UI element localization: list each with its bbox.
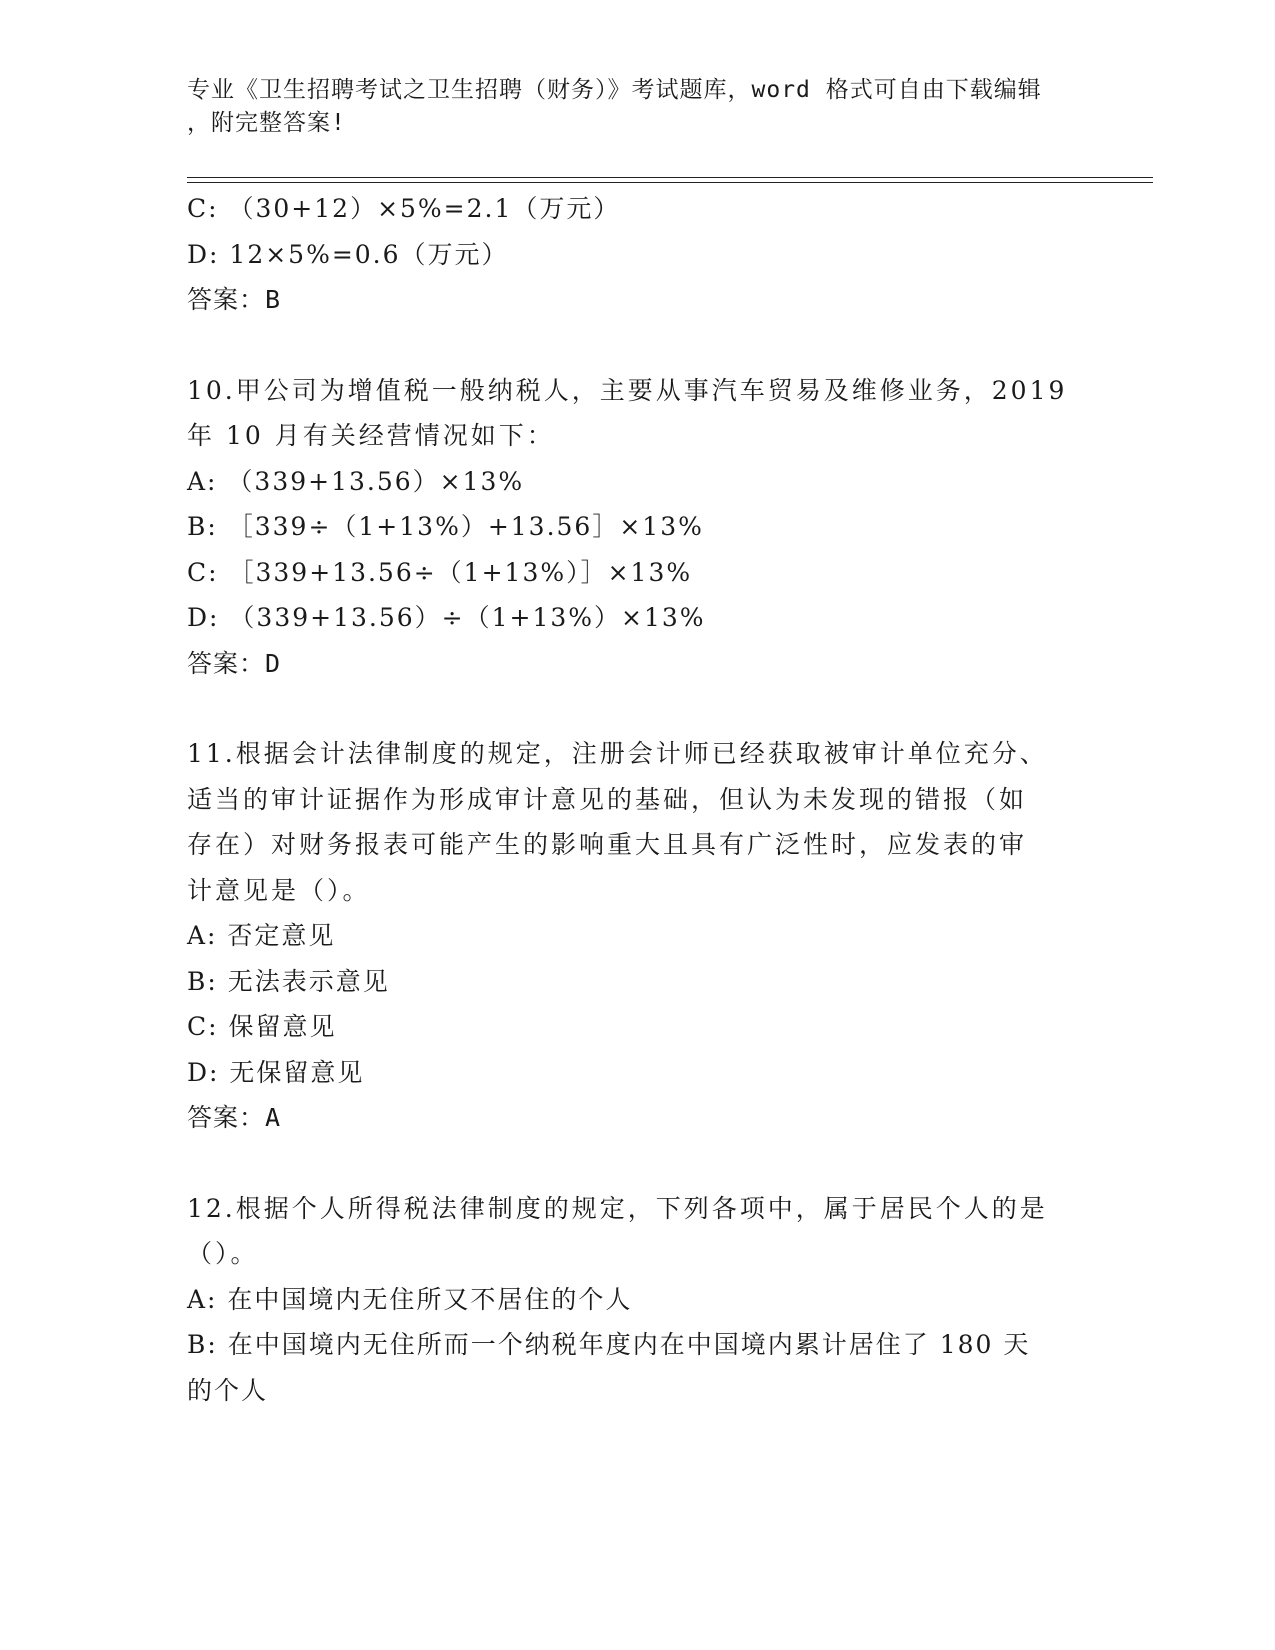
option-b-continued: 的个人 [187, 1375, 269, 1405]
question-stem: 10.甲公司为增值税一般纳税人，主要从事汽车贸易及维修业务，2019 [187, 375, 1068, 405]
question-stem: 11.根据会计法律制度的规定，注册会计师已经获取被审计单位充分、 [187, 739, 1048, 768]
question-stem: 适当的审计证据作为形成审计意见的基础，但认为未发现的错报（如 [187, 784, 1028, 814]
spacer [187, 686, 1087, 731]
header-divider-bottom [187, 182, 1153, 183]
question-list [187, 186, 1087, 1413]
option-b: B: 在中国境内无住所而一个纳税年度内在中国境内累计居住了 180 天 [187, 1330, 1031, 1359]
question-stem: （）。 [187, 1239, 259, 1268]
option-a: A: 否定意见 [187, 921, 336, 950]
option-b: B: ［339÷（1+13%）+13.56］×13% [187, 512, 704, 541]
option-a: A: （339+13.56）×13% [187, 466, 525, 496]
question-stem: 年 10 月有关经营情况如下： [187, 421, 555, 450]
question-stem: 计意见是（）。 [187, 875, 371, 905]
option-c: C: 保留意见 [187, 1012, 337, 1041]
answer-label: 答案：B [187, 285, 282, 314]
question-stem: 存在）对财务报表可能产生的影响重大且具有广泛性时，应发表的审 [187, 830, 1028, 859]
spacer [187, 1141, 1087, 1186]
question-10 [187, 368, 1087, 687]
question-stem: 12.根据个人所得税法律制度的规定，下列各项中，属于居民个人的是 [187, 1193, 1048, 1223]
option-d: D: 12×5%=0.6（万元） [187, 239, 509, 269]
option-a: A: 在中国境内无住所又不居住的个人 [187, 1284, 633, 1314]
option-b: B: 无法表示意见 [187, 966, 390, 996]
question-12 [187, 1186, 1087, 1414]
header-line-2: ，附完整答案! [187, 110, 346, 136]
question-11 [187, 731, 1087, 1141]
answer-label: 答案：A [187, 1103, 282, 1132]
document-header [187, 74, 1087, 140]
spacer [187, 323, 1087, 368]
option-c: C: （30+12）×5%=2.1（万元） [187, 194, 621, 223]
option-d: D: （339+13.56）÷（1+13%）×13% [187, 603, 706, 632]
option-c: C: ［339+13.56÷（1+13%）］×13% [187, 557, 693, 587]
answer-label: 答案：D [187, 648, 282, 678]
header-divider-top [187, 177, 1153, 178]
header-line-1: 专业《卫生招聘考试之卫生招聘（财务）》考试题库，word 格式可自由下载编辑 [187, 77, 1042, 103]
option-d: D: 无保留意见 [187, 1057, 365, 1087]
question-9-tail [187, 186, 1087, 323]
